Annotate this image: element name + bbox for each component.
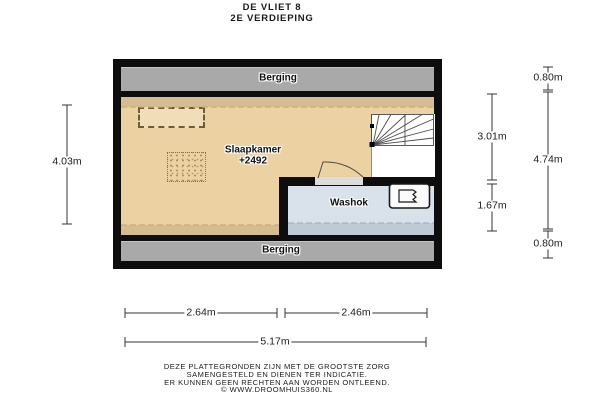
label-slaapkamer: Slaapkamer: [224, 144, 282, 156]
title-address: DE VLIET 8: [242, 2, 302, 13]
dim-outer-bottom: 0.80m: [533, 237, 563, 250]
title-floor: 2E VERDIEPING: [230, 12, 314, 24]
dim-right-lower: 1.67m: [477, 199, 507, 212]
dim-bottom-left: 2.64m: [186, 306, 216, 319]
disclaimer-copyright: © WWW.DROOMHUIS360.NL: [221, 385, 333, 395]
dim-right-upper: 3.01m: [477, 130, 507, 143]
label-washok: Washok: [330, 197, 368, 209]
label-slaapkamer-value: +2492: [238, 155, 268, 167]
footer-disclaimer: [164, 363, 390, 394]
disclaimer-line-2: SAMENGESTELD EN DIENEN TER INDICATIE.: [186, 369, 368, 379]
disclaimer-line-3: ER KUNNEN GEEN RECHTEN AAN WORDEN ONTLEEND.: [164, 377, 390, 387]
dim-outer-middle: 4.74m: [533, 153, 563, 166]
label-berging-top: Berging: [259, 72, 297, 84]
dim-bottom-right: 2.46m: [341, 306, 371, 319]
dim-left-height: 4.03m: [52, 155, 82, 168]
disclaimer-line-1: DEZE PLATTEGRONDEN ZIJN MET DE GROOTSTE ZORG: [163, 362, 391, 371]
dim-bottom-total: 5.17m: [260, 335, 290, 348]
label-berging-bottom: Berging: [262, 244, 300, 256]
dim-outer-top: 0.80m: [533, 71, 563, 84]
